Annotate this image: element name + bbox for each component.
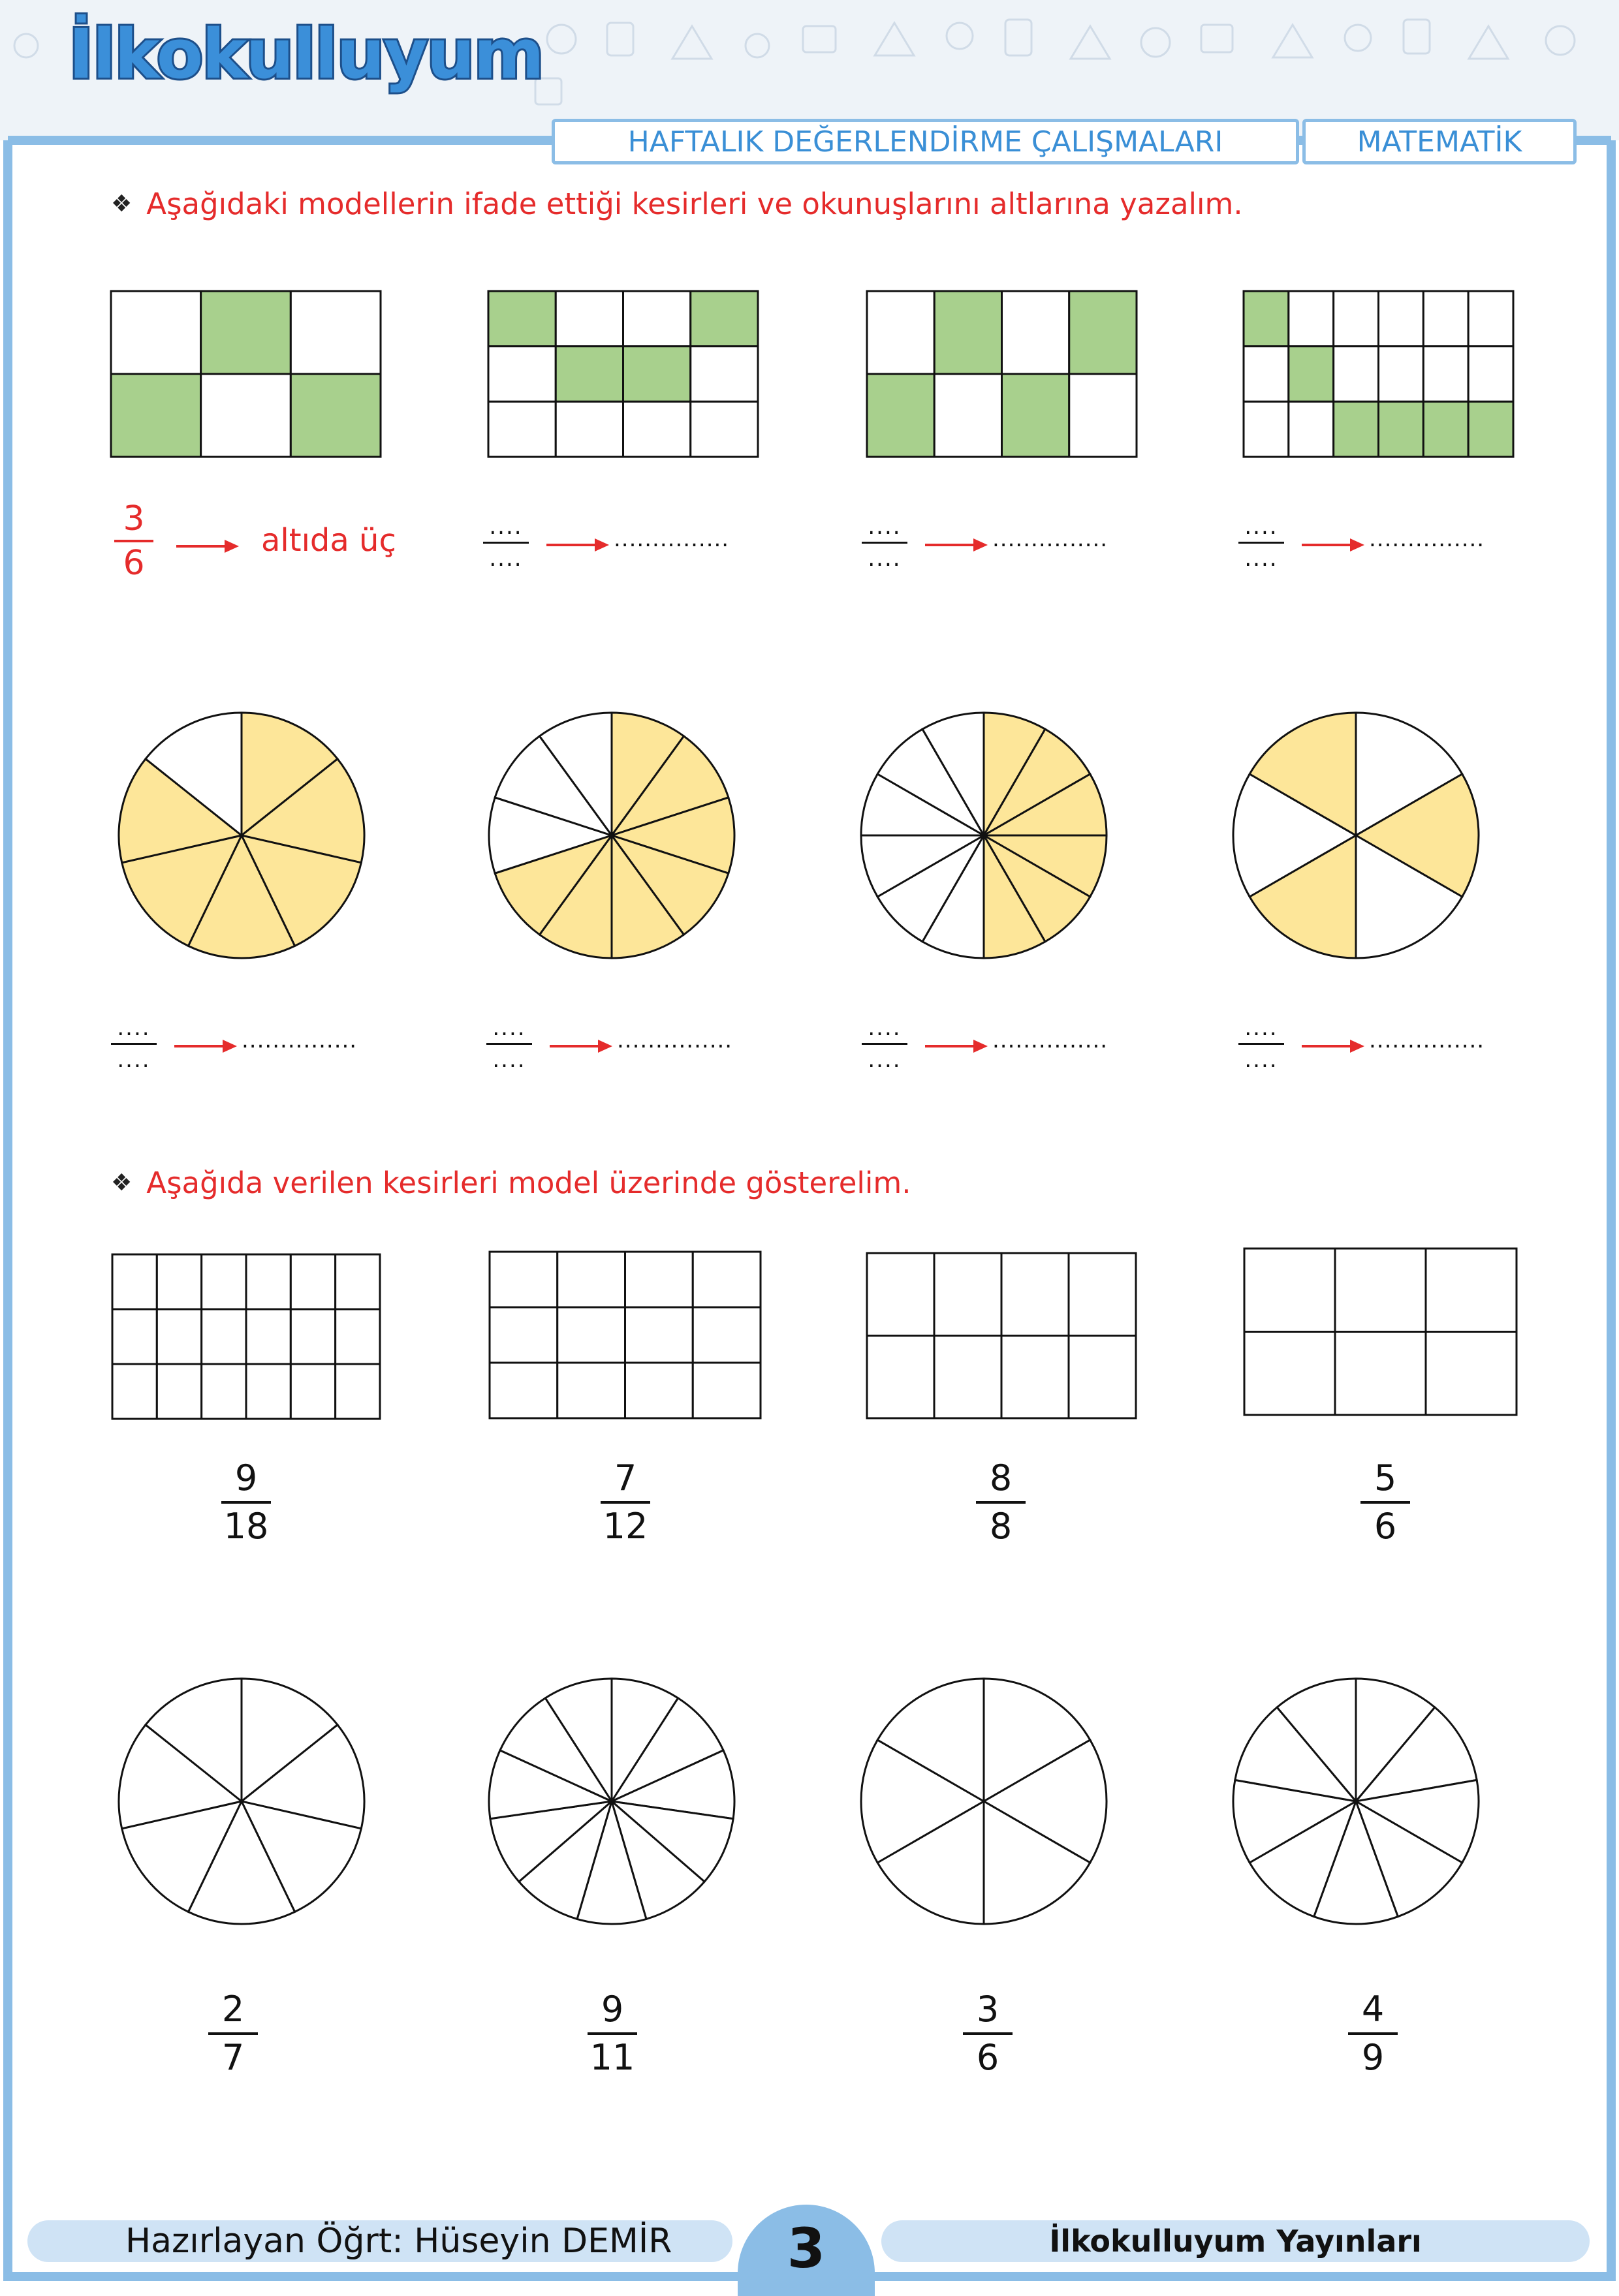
- blank-denominator[interactable]: ....: [117, 1047, 151, 1073]
- example-denominator: 6: [123, 544, 145, 583]
- fraction-numerator: 4: [1361, 1989, 1385, 2030]
- blank-reading[interactable]: ...............: [992, 1027, 1108, 1053]
- blank-denominator[interactable]: ....: [489, 546, 523, 572]
- diamond-bullet-icon: ❖: [111, 1170, 133, 1196]
- page-number: 3: [738, 2205, 875, 2296]
- fraction-numerator: 8: [989, 1457, 1013, 1498]
- blank-numerator[interactable]: ....: [868, 514, 902, 540]
- fraction-denominator: 9: [1361, 2037, 1385, 2078]
- blank-denominator[interactable]: ....: [868, 1047, 902, 1073]
- fraction-numerator: 3: [976, 1989, 999, 2030]
- footer-author-text: Hazırlayan Öğrt: Hüseyin DEMİR: [125, 2222, 672, 2261]
- example-reading: altıda üç: [261, 522, 396, 559]
- fraction-numerator: 7: [614, 1457, 637, 1498]
- blank-numerator[interactable]: ....: [1244, 1015, 1278, 1041]
- blank-denominator[interactable]: ....: [1244, 1047, 1278, 1073]
- instruction-1-text: Aşağıdaki modellerin ifade ettiği kesirleri ve okunuşlarını altlarına yazalım.: [146, 187, 1243, 221]
- fraction-bar: [588, 2032, 637, 2035]
- fraction-numerator: 5: [1374, 1457, 1397, 1498]
- fraction-denominator: 6: [976, 2037, 999, 2078]
- fraction-numerator: 9: [234, 1457, 258, 1498]
- blank-reading[interactable]: ...............: [1369, 526, 1485, 552]
- circle-fraction-1: [200, 1988, 266, 2079]
- fraction-bar: [963, 2032, 1013, 2035]
- blank-reading[interactable]: ...............: [614, 526, 730, 552]
- fraction-denominator: 6: [1374, 1506, 1397, 1547]
- fraction-bar: [1348, 2032, 1398, 2035]
- logo: İlkokulluyum: [69, 14, 543, 94]
- header-title-text: HAFTALIK DEĞERLENDİRME ÇALIŞMALARI: [627, 125, 1223, 159]
- blank-reading[interactable]: ...............: [617, 1027, 733, 1053]
- header-subject-text: MATEMATİK: [1357, 125, 1522, 159]
- blank-reading[interactable]: ...............: [242, 1027, 358, 1053]
- diamond-bullet-icon: ❖: [111, 191, 133, 217]
- circle-fraction-3: [955, 1988, 1020, 2079]
- footer-publisher-text: İlkokulluyum Yayınları: [1049, 2224, 1422, 2259]
- blank-numerator[interactable]: ....: [868, 1015, 902, 1041]
- footer-author: [27, 2220, 732, 2262]
- example-numerator: 3: [123, 499, 145, 538]
- blank-denominator[interactable]: ....: [492, 1047, 526, 1073]
- circle-fraction-4: [1340, 1988, 1406, 2079]
- blank-denominator[interactable]: ....: [1244, 546, 1278, 572]
- blank-numerator[interactable]: ....: [117, 1015, 151, 1041]
- fraction-numerator: 9: [601, 1989, 624, 2030]
- circle-fraction-2: [580, 1988, 645, 2079]
- footer-publisher: [881, 2220, 1590, 2262]
- fraction-denominator: 11: [589, 2037, 635, 2078]
- fraction-numerator: 2: [221, 1989, 245, 2030]
- blank-denominator[interactable]: ....: [868, 546, 902, 572]
- fraction-denominator: 12: [603, 1506, 648, 1547]
- blank-reading[interactable]: ...............: [1369, 1027, 1485, 1053]
- blank-numerator[interactable]: ....: [1244, 514, 1278, 540]
- instruction-2-text: Aşağıda verilen kesirleri model üzerinde gösterelim.: [146, 1166, 911, 1200]
- fraction-bar: [208, 2032, 258, 2035]
- fraction-denominator: 8: [989, 1506, 1013, 1547]
- fraction-denominator: 18: [223, 1506, 269, 1547]
- blank-numerator[interactable]: ....: [489, 514, 523, 540]
- fraction-denominator: 7: [221, 2037, 245, 2078]
- blank-reading[interactable]: ...............: [992, 526, 1108, 552]
- blank-numerator[interactable]: ....: [492, 1015, 526, 1041]
